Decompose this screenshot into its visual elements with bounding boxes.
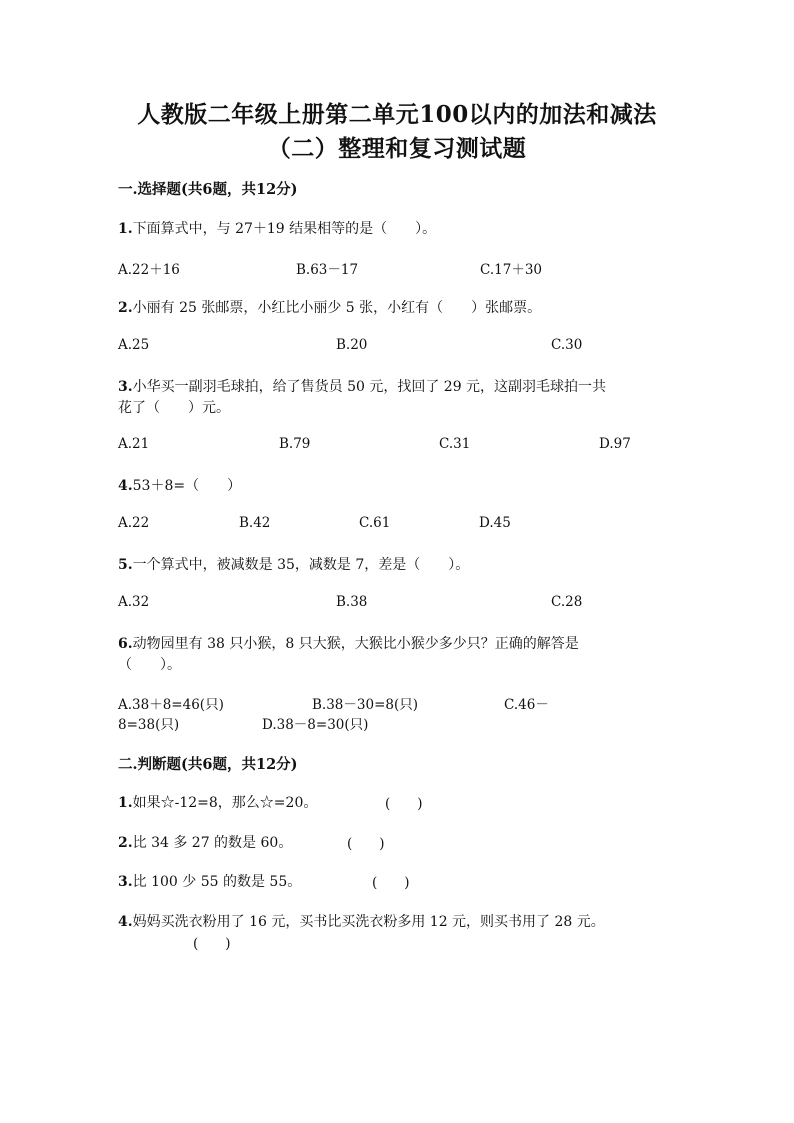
option-b: B.79 — [279, 436, 311, 452]
option-c: C.28 — [551, 594, 583, 610]
page-title-line1: 人教版二年级上册第二单元100以内的加法和减法 — [137, 101, 657, 128]
option-b: B.63－17 — [296, 262, 359, 278]
option-a: A.21 — [118, 436, 150, 452]
judgement-question-2 — [118, 832, 292, 852]
question-6-continued: （ ）。 — [118, 657, 181, 673]
option-c: C.31 — [439, 436, 471, 452]
option-c-continued: 8=38(只) — [118, 717, 180, 733]
answer-blank[interactable]: ( ) — [347, 836, 385, 852]
question-text: 妈妈买洗衣粉用了 16 元，买书比买洗衣粉多用 12 元，则买书用了 28 元。 — [132, 914, 605, 930]
question-number: 6. — [118, 636, 133, 652]
option-d: D.45 — [479, 515, 511, 531]
question-number: 1. — [118, 221, 133, 237]
judgement-question-3 — [118, 871, 301, 891]
question-number: 3. — [118, 874, 133, 890]
question-4 — [118, 475, 241, 495]
question-text: 动物园里有 38 只小猴，8 只大猴，大猴比小猴少多少只？正确的解答是 — [132, 636, 579, 652]
question-text: 比 34 多 27 的数是 60。 — [132, 835, 293, 851]
answer-blank[interactable]: ( ) — [193, 936, 231, 952]
question-text: 一个算式中，被减数是 35，减数是 7，差是（ ）。 — [132, 557, 470, 573]
question-number: 4. — [118, 914, 133, 930]
question-number: 3. — [118, 379, 133, 395]
option-d: D.38－8=30(只) — [262, 717, 369, 733]
option-a: A.22＋16 — [118, 262, 180, 278]
question-text: 53＋8=（ ） — [132, 478, 242, 494]
option-d: D.97 — [599, 436, 631, 452]
question-2 — [118, 297, 541, 317]
question-number: 4. — [118, 478, 133, 494]
page-title-line2: （二）整理和复习测试题 — [267, 135, 527, 162]
judgement-question-1 — [118, 792, 317, 812]
question-6 — [118, 633, 579, 653]
question-3 — [118, 376, 606, 396]
answer-blank[interactable]: ( ) — [385, 796, 423, 812]
section-heading-choice: 一.选择题(共6题，共12分) — [118, 181, 298, 198]
option-c: C.30 — [551, 337, 583, 353]
question-text: 小丽有 25 张邮票，小红比小丽少 5 张，小红有（ ）张邮票。 — [132, 300, 542, 316]
judgement-question-4 — [118, 911, 605, 931]
question-text: 如果☆-12=8，那么☆=20。 — [132, 795, 318, 811]
option-a: A.38＋8=46(只) — [118, 697, 224, 713]
option-a: A.25 — [118, 337, 150, 353]
question-number: 2. — [118, 835, 133, 851]
question-number: 5. — [118, 557, 133, 573]
question-text: 比 100 少 55 的数是 55。 — [132, 874, 302, 890]
question-number: 2. — [118, 300, 133, 316]
question-text: 小华买一副羽毛球拍，给了售货员 50 元，找回了 29 元，这副羽毛球拍一共 — [132, 379, 607, 395]
option-c: C.17＋30 — [480, 262, 542, 278]
question-number: 1. — [118, 795, 133, 811]
answer-blank[interactable]: ( ) — [372, 875, 410, 891]
section-heading-judgement: 二.判断题(共6题，共12分) — [118, 756, 298, 773]
option-b: B.38－30=8(只) — [312, 697, 419, 713]
question-text: 下面算式中，与 27＋19 结果相等的是（ ）。 — [132, 221, 437, 237]
option-c: C.61 — [359, 515, 391, 531]
question-3-continued: 花了（ ）元。 — [118, 400, 230, 416]
option-b: B.42 — [239, 515, 271, 531]
option-b: B.20 — [336, 337, 368, 353]
option-a: A.22 — [118, 515, 150, 531]
question-5 — [118, 554, 469, 574]
option-a: A.32 — [118, 594, 150, 610]
option-b: B.38 — [336, 594, 368, 610]
option-c: C.46－ — [504, 697, 549, 713]
question-1 — [118, 218, 436, 238]
